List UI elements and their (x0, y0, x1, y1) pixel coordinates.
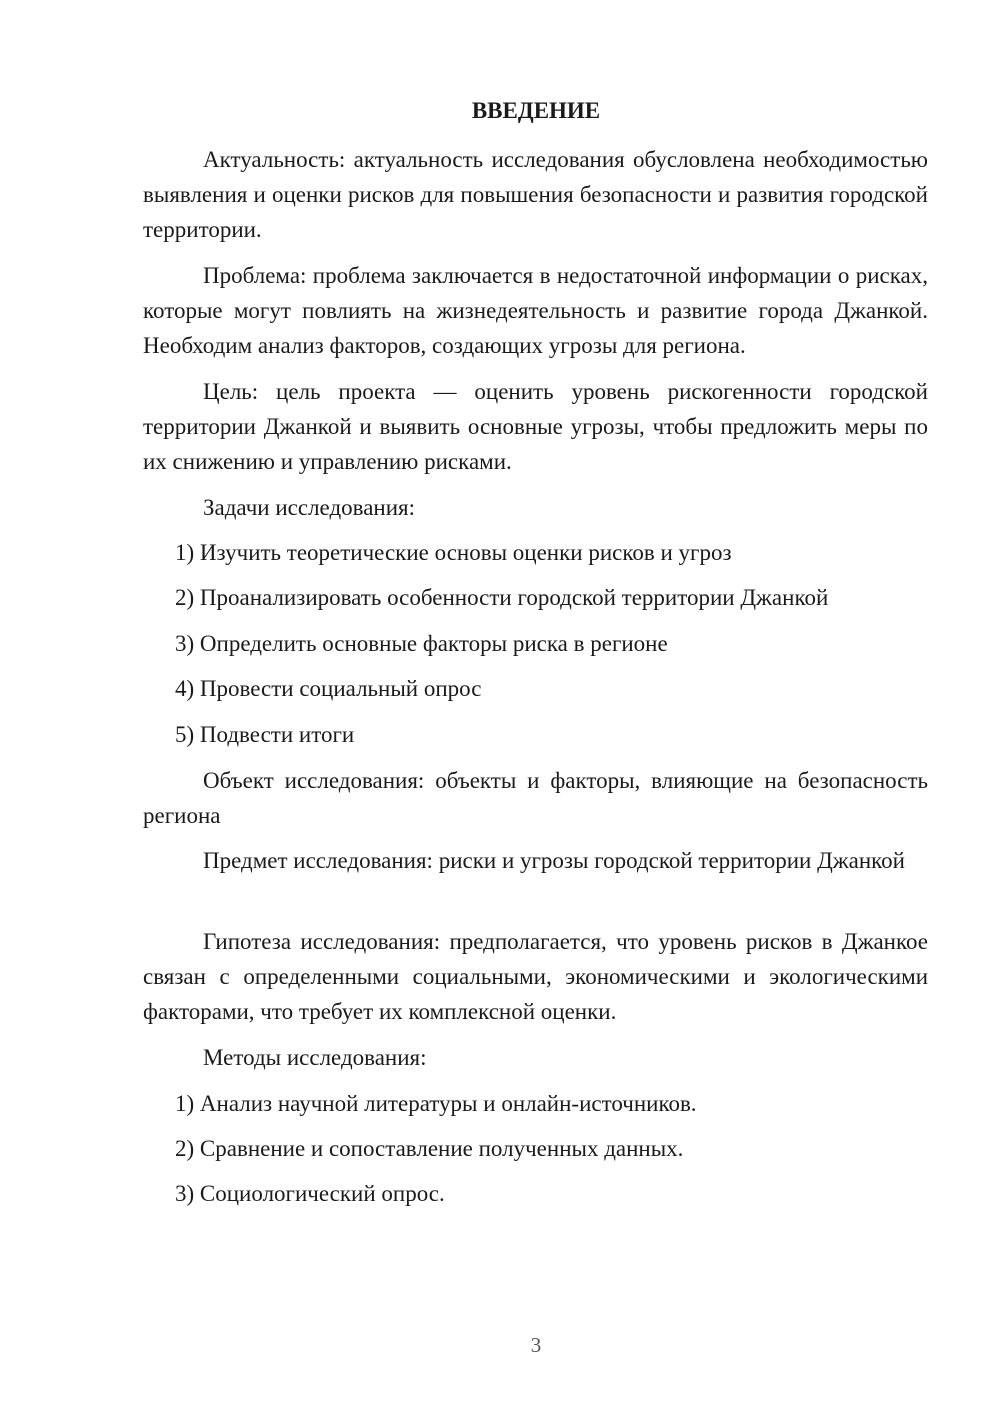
methods-title: Методы исследования: (203, 1045, 427, 1070)
relevance-paragraph: Актуальность: актуальность исследования обусловлена необходимостью выявления и оценки рисков для повышения безопасности и развития городской территории. (143, 147, 928, 242)
subject-paragraph: Предмет исследования: риски и угрозы городской территории Джанкой (203, 848, 905, 873)
goal-paragraph: Цель: цель проекта — оценить уровень рискогенности городской территории Джанкой и выявить основные угрозы, чтобы предложить меры по их снижению и управлению рисками. (143, 379, 928, 474)
method-item-3: 3) Социологический опрос. (175, 1181, 445, 1206)
page-number: 3 (530, 1333, 542, 1357)
task-item-3: 3) Определить основные факторы риска в регионе (175, 631, 668, 656)
problem-paragraph: Проблема: проблема заключается в недостаточной информации о рисках, которые могут повлиять на жизнедеятельность и развитие города Джанкой. Необходим анализ факторов, создающих угрозы для региона. (143, 263, 928, 358)
section-heading: ВВЕДЕНИЕ (471, 98, 601, 123)
method-item-2: 2) Сравнение и сопоставление полученных данных. (175, 1136, 684, 1161)
task-item-5: 5) Подвести итоги (175, 722, 355, 747)
task-item-2: 2) Проанализировать особенности городской территории Джанкой (175, 585, 829, 610)
hypothesis-paragraph: Гипотеза исследования: предполагается, что уровень рисков в Джанкое связан с определенными социальными, экономическими и экологическими факторами, что требует их комплексной оценки. (143, 929, 928, 1024)
method-item-1: 1) Анализ научной литературы и онлайн-источников. (175, 1091, 697, 1116)
object-paragraph: Объект исследования: объекты и факторы, влияющие на безопасность региона (143, 768, 928, 828)
task-item-1: 1) Изучить теоретические основы оценки рисков и угроз (175, 540, 732, 565)
task-item-4: 4) Провести социальный опрос (175, 676, 482, 701)
tasks-title: Задачи исследования: (203, 495, 416, 520)
